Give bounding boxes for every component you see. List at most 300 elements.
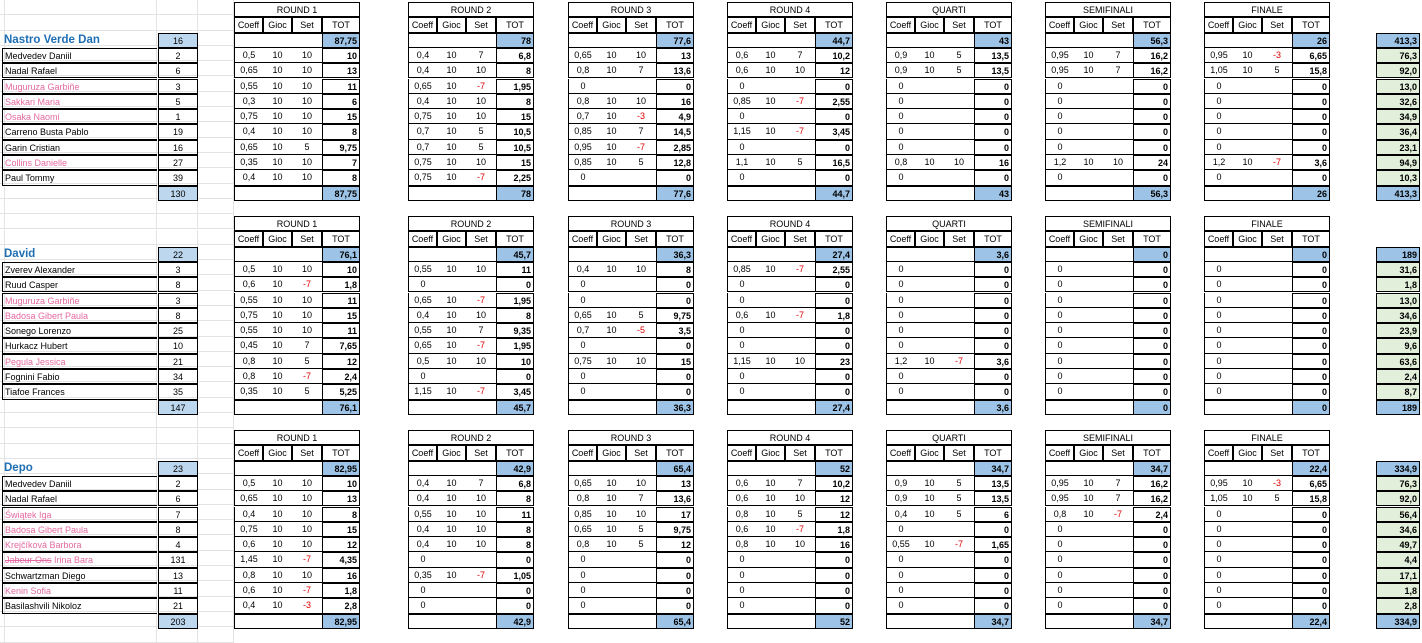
cell-gioc[interactable]: 10: [597, 155, 626, 170]
cell-coeff[interactable]: 0,9: [886, 63, 915, 78]
team-footer-value[interactable]: 130: [158, 186, 198, 201]
team-name[interactable]: Depo: [4, 461, 33, 474]
cell-set[interactable]: -7: [466, 338, 496, 353]
cell-coeff[interactable]: 1,2: [1204, 155, 1233, 170]
cell-tot[interactable]: 0: [1292, 277, 1330, 292]
cell-tot[interactable]: 16,2: [1133, 491, 1171, 506]
cell-coeff[interactable]: 0,85: [727, 94, 756, 109]
cell-set[interactable]: 7: [292, 338, 322, 353]
cell-tot[interactable]: 8: [496, 63, 534, 78]
cell-tot[interactable]: 0: [974, 170, 1012, 185]
player-name[interactable]: [2, 140, 157, 155]
round-total-footer[interactable]: 56,3: [1133, 186, 1171, 201]
cell-set[interactable]: 10: [785, 63, 815, 78]
cell-coeff[interactable]: 0: [568, 384, 597, 399]
cell-tot[interactable]: 15: [322, 308, 360, 323]
cell-set[interactable]: 7: [1103, 63, 1133, 78]
footer-blank[interactable]: [886, 614, 974, 629]
cell-coeff[interactable]: 0,75: [408, 155, 437, 170]
cell-set[interactable]: -7: [292, 369, 322, 384]
cell-tot[interactable]: 0: [1292, 354, 1330, 369]
cell-coeff[interactable]: 0,4: [408, 476, 437, 491]
cell-coeff[interactable]: 0: [1204, 277, 1233, 292]
player-grand-total[interactable]: 94,9: [1376, 155, 1420, 170]
cell-coeff[interactable]: 0,85: [568, 124, 597, 139]
cell-coeff[interactable]: 0: [568, 369, 597, 384]
cell-set[interactable]: [1103, 140, 1133, 155]
cell-set[interactable]: [1103, 522, 1133, 537]
grid-cell[interactable]: [198, 551, 234, 566]
round-total[interactable]: 78: [496, 33, 534, 48]
cell-tot[interactable]: 3,6: [1292, 155, 1330, 170]
round-total-footer[interactable]: 42,9: [496, 614, 534, 629]
cell-set[interactable]: [1262, 323, 1292, 338]
cell-set[interactable]: 10: [292, 293, 322, 308]
cell-set[interactable]: 5: [626, 155, 656, 170]
cell-gioc[interactable]: 10: [437, 308, 466, 323]
cell-tot[interactable]: 8: [496, 308, 534, 323]
cell-gioc[interactable]: [597, 293, 626, 308]
cell-gioc[interactable]: 10: [1074, 63, 1103, 78]
cell-set[interactable]: 5: [785, 507, 815, 522]
cell-tot[interactable]: 0: [1133, 293, 1171, 308]
cell-coeff[interactable]: 0,55: [408, 323, 437, 338]
cell-gioc[interactable]: [1233, 369, 1262, 384]
player-name[interactable]: [2, 308, 157, 323]
cell-coeff[interactable]: 0,55: [234, 293, 263, 308]
cell-tot[interactable]: 1,05: [496, 568, 534, 583]
cell-gioc[interactable]: 10: [437, 384, 466, 399]
cell-tot[interactable]: 16,2: [1133, 476, 1171, 491]
player-seed[interactable]: 6: [158, 63, 198, 78]
cell-set[interactable]: 5: [1262, 491, 1292, 506]
grid-cell[interactable]: [198, 581, 234, 596]
player-name[interactable]: [2, 48, 157, 63]
cell-set[interactable]: 5: [785, 155, 815, 170]
cell-set[interactable]: [1262, 277, 1292, 292]
cell-set[interactable]: 5: [292, 354, 322, 369]
footer-blank[interactable]: [234, 186, 322, 201]
cell-set[interactable]: -5: [626, 323, 656, 338]
cell-tot[interactable]: 0: [974, 94, 1012, 109]
cell-set[interactable]: [1103, 568, 1133, 583]
cell-gioc[interactable]: [915, 522, 944, 537]
cell-set[interactable]: 10: [944, 155, 974, 170]
grid-cell[interactable]: [198, 214, 234, 229]
cell-tot[interactable]: 0: [1133, 537, 1171, 552]
cell-gioc[interactable]: 10: [915, 507, 944, 522]
cell-gioc[interactable]: [1074, 124, 1103, 139]
cell-tot[interactable]: 16: [656, 94, 694, 109]
cell-tot[interactable]: 9,75: [656, 308, 694, 323]
cell-set[interactable]: 5: [944, 48, 974, 63]
round-total-footer[interactable]: 26: [1292, 186, 1330, 201]
cell-gioc[interactable]: 10: [437, 338, 466, 353]
cell-tot[interactable]: 10: [322, 48, 360, 63]
grid-cell[interactable]: [198, 0, 234, 15]
cell-coeff[interactable]: 0,65: [568, 476, 597, 491]
cell-coeff[interactable]: 0,4: [886, 507, 915, 522]
cell-set[interactable]: -7: [466, 170, 496, 185]
cell-set[interactable]: 5: [626, 308, 656, 323]
cell-gioc[interactable]: 10: [437, 568, 466, 583]
cell-coeff[interactable]: 0: [1045, 338, 1074, 353]
cell-set[interactable]: [785, 293, 815, 308]
grand-total[interactable]: 413,3: [1376, 33, 1420, 48]
grid-cell[interactable]: [198, 612, 234, 627]
cell-gioc[interactable]: 10: [263, 537, 292, 552]
cell-tot[interactable]: 0: [496, 598, 534, 613]
footer-blank[interactable]: [886, 186, 974, 201]
round-total-footer[interactable]: 22,4: [1292, 614, 1330, 629]
cell-tot[interactable]: 1,8: [815, 522, 853, 537]
cell-gioc[interactable]: 10: [437, 48, 466, 63]
cell-coeff[interactable]: 0,55: [234, 323, 263, 338]
grid-cell[interactable]: [2, 230, 157, 245]
cell-tot[interactable]: 0: [974, 384, 1012, 399]
cell-coeff[interactable]: 0: [1204, 109, 1233, 124]
cell-gioc[interactable]: [1233, 170, 1262, 185]
cell-set[interactable]: -7: [292, 552, 322, 567]
cell-set[interactable]: -3: [626, 109, 656, 124]
cell-coeff[interactable]: 0: [727, 170, 756, 185]
grid-cell[interactable]: [2, 413, 157, 428]
cell-set[interactable]: 10: [292, 94, 322, 109]
grid-cell[interactable]: [198, 566, 234, 581]
cell-gioc[interactable]: [597, 598, 626, 613]
player-grand-total[interactable]: 10,3: [1376, 170, 1420, 185]
cell-gioc[interactable]: [1233, 109, 1262, 124]
cell-coeff[interactable]: 1,2: [886, 354, 915, 369]
cell-set[interactable]: [466, 583, 496, 598]
player-seed[interactable]: 8: [158, 277, 198, 292]
cell-coeff[interactable]: 0,4: [234, 507, 263, 522]
cell-gioc[interactable]: [1233, 338, 1262, 353]
cell-tot[interactable]: 0: [1133, 170, 1171, 185]
cell-set[interactable]: [1262, 522, 1292, 537]
cell-tot[interactable]: 12: [322, 354, 360, 369]
player-seed[interactable]: 2: [158, 48, 198, 63]
cell-tot[interactable]: 11: [496, 262, 534, 277]
grid-cell[interactable]: [198, 505, 234, 520]
cell-set[interactable]: [944, 170, 974, 185]
cell-coeff[interactable]: 0,3: [234, 94, 263, 109]
cell-tot[interactable]: 0: [1292, 369, 1330, 384]
cell-gioc[interactable]: 10: [263, 369, 292, 384]
cell-set[interactable]: 7: [1103, 476, 1133, 491]
cell-tot[interactable]: 0: [974, 293, 1012, 308]
cell-tot[interactable]: 13: [656, 48, 694, 63]
player-name[interactable]: [2, 568, 157, 583]
cell-set[interactable]: -3: [292, 598, 322, 613]
cell-gioc[interactable]: [1233, 277, 1262, 292]
cell-tot[interactable]: 8: [656, 262, 694, 277]
cell-coeff[interactable]: 0: [1045, 369, 1074, 384]
footer-blank[interactable]: [568, 400, 656, 415]
player-grand-total[interactable]: 34,6: [1376, 308, 1420, 323]
cell-set[interactable]: 10: [626, 354, 656, 369]
cell-set[interactable]: 10: [292, 63, 322, 78]
cell-coeff[interactable]: 1,2: [1045, 155, 1074, 170]
team-row-blank[interactable]: [727, 461, 815, 476]
grid-cell[interactable]: [198, 352, 234, 367]
cell-coeff[interactable]: 1,05: [1204, 491, 1233, 506]
cell-gioc[interactable]: 10: [437, 354, 466, 369]
cell-gioc[interactable]: 10: [915, 63, 944, 78]
cell-set[interactable]: [626, 338, 656, 353]
cell-set[interactable]: 10: [1103, 155, 1133, 170]
cell-gioc[interactable]: 10: [263, 308, 292, 323]
footer-blank[interactable]: [1045, 400, 1133, 415]
cell-gioc[interactable]: 10: [915, 537, 944, 552]
cell-gioc[interactable]: [1233, 598, 1262, 613]
cell-tot[interactable]: 16,2: [1133, 48, 1171, 63]
cell-coeff[interactable]: 0,4: [568, 262, 597, 277]
grid-cell[interactable]: [198, 92, 234, 107]
cell-coeff[interactable]: 0,65: [234, 140, 263, 155]
cell-coeff[interactable]: 0: [886, 170, 915, 185]
round-total-footer[interactable]: 78: [496, 186, 534, 201]
cell-coeff[interactable]: 0: [1045, 124, 1074, 139]
cell-tot[interactable]: 0: [974, 140, 1012, 155]
cell-tot[interactable]: 0: [1292, 94, 1330, 109]
team-row-blank[interactable]: [1204, 461, 1292, 476]
cell-coeff[interactable]: 0,4: [408, 63, 437, 78]
cell-gioc[interactable]: 10: [263, 354, 292, 369]
cell-coeff[interactable]: 0,4: [408, 491, 437, 506]
cell-set[interactable]: 10: [466, 354, 496, 369]
cell-gioc[interactable]: 10: [1074, 48, 1103, 63]
grid-cell[interactable]: [198, 153, 234, 168]
cell-coeff[interactable]: 0: [568, 293, 597, 308]
cell-set[interactable]: [944, 79, 974, 94]
cell-coeff[interactable]: 0: [727, 140, 756, 155]
cell-gioc[interactable]: 10: [1074, 491, 1103, 506]
cell-set[interactable]: -7: [944, 537, 974, 552]
cell-set[interactable]: [1103, 170, 1133, 185]
cell-coeff[interactable]: 1,45: [234, 552, 263, 567]
cell-set[interactable]: [626, 384, 656, 399]
cell-coeff[interactable]: 0,95: [1204, 476, 1233, 491]
cell-set[interactable]: [944, 384, 974, 399]
cell-tot[interactable]: 0: [1133, 354, 1171, 369]
cell-set[interactable]: -7: [944, 354, 974, 369]
cell-set[interactable]: [1262, 552, 1292, 567]
cell-set[interactable]: -7: [1262, 155, 1292, 170]
cell-gioc[interactable]: 10: [756, 537, 785, 552]
team-row-blank[interactable]: [568, 33, 656, 48]
footer-blank[interactable]: [408, 400, 496, 415]
cell-tot[interactable]: 0: [1292, 384, 1330, 399]
cell-set[interactable]: [1262, 598, 1292, 613]
cell-set[interactable]: 10: [785, 537, 815, 552]
player-grand-total[interactable]: 34,9: [1376, 109, 1420, 124]
cell-gioc[interactable]: [1074, 369, 1103, 384]
team-row-blank[interactable]: [1204, 247, 1292, 262]
cell-gioc[interactable]: [915, 338, 944, 353]
cell-gioc[interactable]: 10: [597, 308, 626, 323]
cell-set[interactable]: 5: [944, 491, 974, 506]
player-name[interactable]: [2, 354, 157, 369]
cell-coeff[interactable]: 0,6: [727, 63, 756, 78]
cell-set[interactable]: [944, 262, 974, 277]
grid-cell[interactable]: [198, 31, 234, 46]
cell-gioc[interactable]: 10: [263, 598, 292, 613]
player-seed[interactable]: 25: [158, 323, 198, 338]
cell-gioc[interactable]: 10: [597, 140, 626, 155]
cell-gioc[interactable]: [1233, 323, 1262, 338]
cell-gioc[interactable]: 10: [915, 491, 944, 506]
cell-gioc[interactable]: 10: [437, 155, 466, 170]
player-seed[interactable]: 27: [158, 155, 198, 170]
cell-coeff[interactable]: 0: [886, 262, 915, 277]
cell-set[interactable]: [944, 277, 974, 292]
team-row-blank[interactable]: [234, 461, 322, 476]
cell-gioc[interactable]: 10: [1233, 476, 1262, 491]
player-name[interactable]: [2, 537, 157, 552]
cell-set[interactable]: 5: [466, 124, 496, 139]
cell-set[interactable]: [1262, 170, 1292, 185]
cell-coeff[interactable]: 0,7: [408, 124, 437, 139]
grid-cell[interactable]: [2, 627, 157, 642]
player-seed[interactable]: 3: [158, 79, 198, 94]
cell-set[interactable]: [626, 369, 656, 384]
cell-gioc[interactable]: [437, 552, 466, 567]
cell-gioc[interactable]: 10: [263, 583, 292, 598]
cell-coeff[interactable]: 0: [1204, 507, 1233, 522]
cell-set[interactable]: [944, 323, 974, 338]
cell-gioc[interactable]: [1074, 552, 1103, 567]
cell-gioc[interactable]: [756, 552, 785, 567]
player-name[interactable]: [2, 293, 157, 308]
team-name[interactable]: David: [4, 247, 36, 260]
cell-tot[interactable]: 8: [496, 94, 534, 109]
cell-tot[interactable]: 0: [656, 369, 694, 384]
cell-gioc[interactable]: [437, 583, 466, 598]
grid-cell[interactable]: [198, 291, 234, 306]
player-seed[interactable]: 10: [158, 338, 198, 353]
footer-blank[interactable]: [1204, 400, 1292, 415]
cell-coeff[interactable]: 0: [1204, 140, 1233, 155]
round-total-footer[interactable]: 0: [1292, 400, 1330, 415]
cell-coeff[interactable]: 0,85: [568, 155, 597, 170]
player-grand-total[interactable]: 9,6: [1376, 338, 1420, 353]
round-total-footer[interactable]: 34,7: [974, 614, 1012, 629]
cell-set[interactable]: [1103, 583, 1133, 598]
cell-set[interactable]: 5: [626, 537, 656, 552]
cell-set[interactable]: -7: [466, 568, 496, 583]
grid-cell[interactable]: [157, 0, 198, 15]
cell-gioc[interactable]: [756, 109, 785, 124]
cell-coeff[interactable]: 0,5: [234, 476, 263, 491]
cell-tot[interactable]: 0: [974, 277, 1012, 292]
cell-set[interactable]: -3: [1262, 48, 1292, 63]
cell-gioc[interactable]: 10: [1233, 155, 1262, 170]
cell-gioc[interactable]: [1074, 94, 1103, 109]
team-row-blank[interactable]: [234, 33, 322, 48]
cell-gioc[interactable]: 10: [915, 155, 944, 170]
cell-tot[interactable]: 13: [322, 63, 360, 78]
round-total-footer[interactable]: 3,6: [974, 400, 1012, 415]
cell-tot[interactable]: 0: [974, 79, 1012, 94]
cell-coeff[interactable]: 0: [727, 568, 756, 583]
cell-set[interactable]: 10: [292, 124, 322, 139]
cell-gioc[interactable]: [1233, 79, 1262, 94]
grid-cell[interactable]: [198, 597, 234, 612]
cell-tot[interactable]: 0: [974, 522, 1012, 537]
cell-tot[interactable]: 1,65: [974, 537, 1012, 552]
cell-tot[interactable]: 10: [496, 354, 534, 369]
cell-coeff[interactable]: 0: [727, 109, 756, 124]
cell-set[interactable]: [1262, 308, 1292, 323]
cell-tot[interactable]: 13,5: [974, 476, 1012, 491]
cell-set[interactable]: [944, 522, 974, 537]
cell-set[interactable]: [1262, 384, 1292, 399]
cell-tot[interactable]: 0: [656, 568, 694, 583]
cell-coeff[interactable]: 0: [1204, 338, 1233, 353]
cell-tot[interactable]: 0: [974, 338, 1012, 353]
player-seed[interactable]: 19: [158, 124, 198, 139]
cell-tot[interactable]: 0: [1133, 369, 1171, 384]
cell-tot[interactable]: 0: [1133, 124, 1171, 139]
cell-coeff[interactable]: 0,75: [408, 170, 437, 185]
cell-gioc[interactable]: 10: [263, 552, 292, 567]
grand-total-footer[interactable]: 334,9: [1376, 614, 1420, 629]
cell-tot[interactable]: 0: [1292, 79, 1330, 94]
cell-tot[interactable]: 4,35: [322, 552, 360, 567]
cell-set[interactable]: 5: [292, 140, 322, 155]
team-row-blank[interactable]: [568, 461, 656, 476]
cell-gioc[interactable]: [1074, 170, 1103, 185]
footer-blank[interactable]: [727, 614, 815, 629]
cell-gioc[interactable]: 10: [263, 155, 292, 170]
cell-tot[interactable]: 0: [815, 79, 853, 94]
cell-gioc[interactable]: 10: [263, 79, 292, 94]
cell-tot[interactable]: 0: [1133, 323, 1171, 338]
cell-coeff[interactable]: 0,55: [234, 79, 263, 94]
cell-set[interactable]: 7: [466, 48, 496, 63]
cell-gioc[interactable]: [915, 568, 944, 583]
grid-cell[interactable]: [198, 199, 234, 214]
player-name[interactable]: [2, 109, 157, 124]
round-total[interactable]: 22,4: [1292, 461, 1330, 476]
cell-set[interactable]: 10: [466, 94, 496, 109]
cell-gioc[interactable]: [915, 384, 944, 399]
footer-blank[interactable]: [727, 186, 815, 201]
cell-coeff[interactable]: 0: [568, 568, 597, 583]
cell-set[interactable]: [626, 293, 656, 308]
cell-gioc[interactable]: [1233, 308, 1262, 323]
grid-cell[interactable]: [198, 306, 234, 321]
cell-coeff[interactable]: 0: [886, 369, 915, 384]
cell-gioc[interactable]: [915, 170, 944, 185]
cell-gioc[interactable]: [1074, 308, 1103, 323]
team-row-blank[interactable]: [1204, 33, 1292, 48]
cell-tot[interactable]: 0: [1133, 79, 1171, 94]
cell-tot[interactable]: 0: [1133, 338, 1171, 353]
cell-coeff[interactable]: 0: [1045, 170, 1074, 185]
cell-tot[interactable]: 0: [974, 369, 1012, 384]
cell-coeff[interactable]: 0: [727, 598, 756, 613]
grid-cell[interactable]: [157, 214, 198, 229]
cell-gioc[interactable]: 10: [756, 476, 785, 491]
cell-gioc[interactable]: [1074, 262, 1103, 277]
cell-set[interactable]: [785, 79, 815, 94]
cell-set[interactable]: [1103, 369, 1133, 384]
cell-tot[interactable]: 0: [1292, 308, 1330, 323]
cell-tot[interactable]: 6: [322, 94, 360, 109]
cell-coeff[interactable]: 0: [886, 109, 915, 124]
